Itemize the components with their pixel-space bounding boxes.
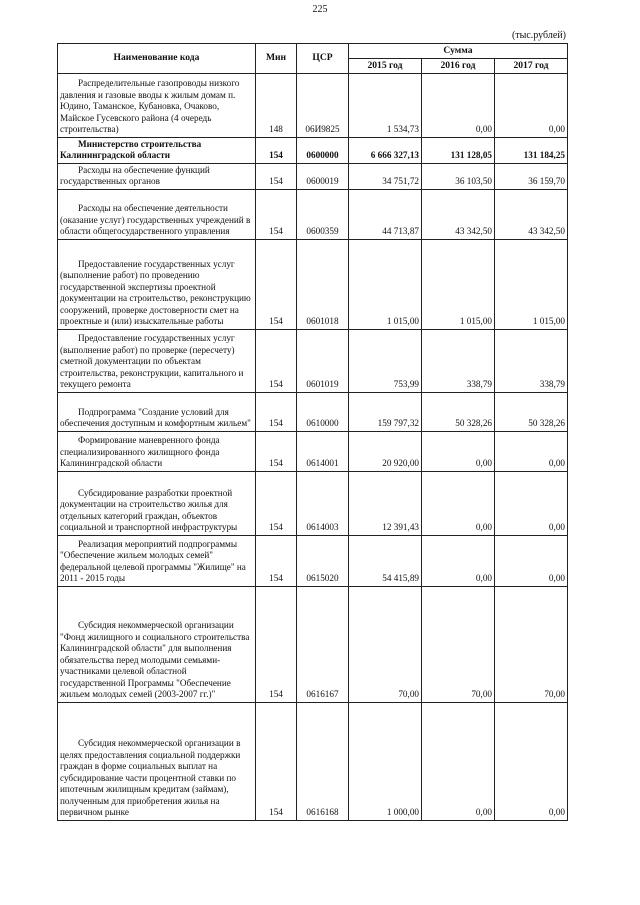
row-min: 148 [256, 73, 297, 137]
page-number: 225 [312, 4, 328, 15]
row-2016: 50 328,26 [422, 392, 495, 431]
table-row [58, 535, 568, 586]
row-csr: 0614001 [297, 431, 349, 471]
table-row [58, 586, 568, 702]
row-csr: 0616167 [297, 586, 349, 702]
row-2017: 0,00 [495, 702, 568, 820]
row-2015: 6 666 327,13 [349, 137, 422, 163]
row-csr: 0615020 [297, 535, 349, 586]
row-min: 154 [256, 163, 297, 189]
header-2016: 2016 год [422, 58, 495, 73]
row-2017: 0,00 [495, 431, 568, 471]
row-min: 154 [256, 586, 297, 702]
row-2015: 20 920,00 [349, 431, 422, 471]
row-2016: 0,00 [422, 535, 495, 586]
units-label: (тыс.рублей) [511, 30, 566, 41]
row-csr: 0614003 [297, 471, 349, 535]
row-csr: 0600359 [297, 189, 349, 239]
row-min: 154 [256, 471, 297, 535]
row-2017: 43 342,50 [495, 189, 568, 239]
row-csr: 0601019 [297, 329, 349, 392]
row-2017: 0,00 [495, 535, 568, 586]
table-row [58, 163, 568, 189]
row-name: Расходы на обеспечение деятельности (оказание услуг) государственных учреждений в области общегосударственного управления [58, 189, 256, 239]
row-2017: 36 159,70 [495, 163, 568, 189]
row-name: Формирование маневренного фонда специализированного жилищного фонда Калининградской области [58, 431, 256, 471]
row-name: Министерство строительства Калининградской области [58, 137, 256, 163]
header-csr: ЦСР [297, 44, 349, 74]
row-2016: 43 342,50 [422, 189, 495, 239]
row-2015: 1 534,73 [349, 73, 422, 137]
table-row [58, 329, 568, 392]
row-csr: 0600019 [297, 163, 349, 189]
row-csr: 0616168 [297, 702, 349, 820]
row-min: 154 [256, 239, 297, 329]
row-2016: 131 128,05 [422, 137, 495, 163]
row-2017: 0,00 [495, 471, 568, 535]
row-min: 154 [256, 329, 297, 392]
row-csr: 0600000 [297, 137, 349, 163]
header-2017: 2017 год [495, 58, 568, 73]
row-name: Предоставление государственных услуг (выполнение работ) по проведению государственной экспертизы проектной документации на строительство, реконструкцию сооружений, проверке достоверности смет на проектные и (или) изыскательные работы [58, 239, 256, 329]
header-name: Наименование кода [58, 44, 256, 74]
row-name: Предоставление государственных услуг (выполнение работ) по проверке (пересчету) сметной документации по объектам строительства, реконструкции, капитального и текущего ремонта [58, 329, 256, 392]
row-min: 154 [256, 702, 297, 820]
row-name: Распределительные газопроводы низкого давления и газовые вводы к жилым домам п. Юдино, Таманское, Кубановка, Очаково, Майское Гусевского района (4 очередь строительства) [58, 73, 256, 137]
row-min: 154 [256, 392, 297, 431]
table-row [58, 189, 568, 239]
row-2015: 44 713,87 [349, 189, 422, 239]
row-2015: 753,99 [349, 329, 422, 392]
row-2016: 36 103,50 [422, 163, 495, 189]
row-min: 154 [256, 431, 297, 471]
row-2016: 0,00 [422, 471, 495, 535]
row-csr: 0601018 [297, 239, 349, 329]
row-min: 154 [256, 137, 297, 163]
row-2015: 1 000,00 [349, 702, 422, 820]
row-name: Субсидия некоммерческой организации "Фонд жилищного и социального строительства Калининградской области" для выполнения обязательства перед молодыми семьями-участниками целевой областной государственной Программы "Обеспечение жильем молодых семей (2003-2007 гг.)" [58, 586, 256, 702]
row-csr: 0610000 [297, 392, 349, 431]
table-row [58, 137, 568, 163]
table-row [58, 73, 568, 137]
table-row [58, 702, 568, 820]
table-row [58, 471, 568, 535]
row-2016: 0,00 [422, 73, 495, 137]
row-2015: 159 797,32 [349, 392, 422, 431]
row-2015: 54 415,89 [349, 535, 422, 586]
row-2015: 70,00 [349, 586, 422, 702]
row-2017: 131 184,25 [495, 137, 568, 163]
budget-table [57, 43, 568, 821]
row-2016: 338,79 [422, 329, 495, 392]
row-csr: 06И9825 [297, 73, 349, 137]
row-2016: 70,00 [422, 586, 495, 702]
table-row [58, 392, 568, 431]
row-name: Субсидирование разработки проектной документации на строительство жилья для отдельных категорий граждан, объектов социальной и транспортной инфраструктуры [58, 471, 256, 535]
row-name: Реализация мероприятий подпрограммы "Обеспечение жильем молодых семей" федеральной целевой программы "Жилище" на 2011 - 2015 годы [58, 535, 256, 586]
row-2016: 0,00 [422, 702, 495, 820]
row-min: 154 [256, 189, 297, 239]
row-2017: 1 015,00 [495, 239, 568, 329]
row-2017: 338,79 [495, 329, 568, 392]
row-2017: 0,00 [495, 73, 568, 137]
header-min: Мин [256, 44, 297, 74]
header-2015: 2015 год [349, 58, 422, 73]
row-2015: 34 751,72 [349, 163, 422, 189]
row-2015: 12 391,43 [349, 471, 422, 535]
table-row [58, 431, 568, 471]
row-2016: 1 015,00 [422, 239, 495, 329]
table-row [58, 239, 568, 329]
row-name: Субсидия некоммерческой организации в целях предоставления социальной поддержки граждан в форме социальных выплат на субсидирование части процентной ставки по ипотечным жилищным кредитам (займам), полученным для приобретения жилья на первичном рынке [58, 702, 256, 820]
header-sum: Сумма [349, 44, 568, 59]
row-2017: 70,00 [495, 586, 568, 702]
row-2016: 0,00 [422, 431, 495, 471]
row-min: 154 [256, 535, 297, 586]
row-2017: 50 328,26 [495, 392, 568, 431]
row-name: Подпрограмма "Создание условий для обеспечения доступным и комфортным жильем" [58, 392, 256, 431]
row-name: Расходы на обеспечение функций государственных органов [58, 163, 256, 189]
row-2015: 1 015,00 [349, 239, 422, 329]
